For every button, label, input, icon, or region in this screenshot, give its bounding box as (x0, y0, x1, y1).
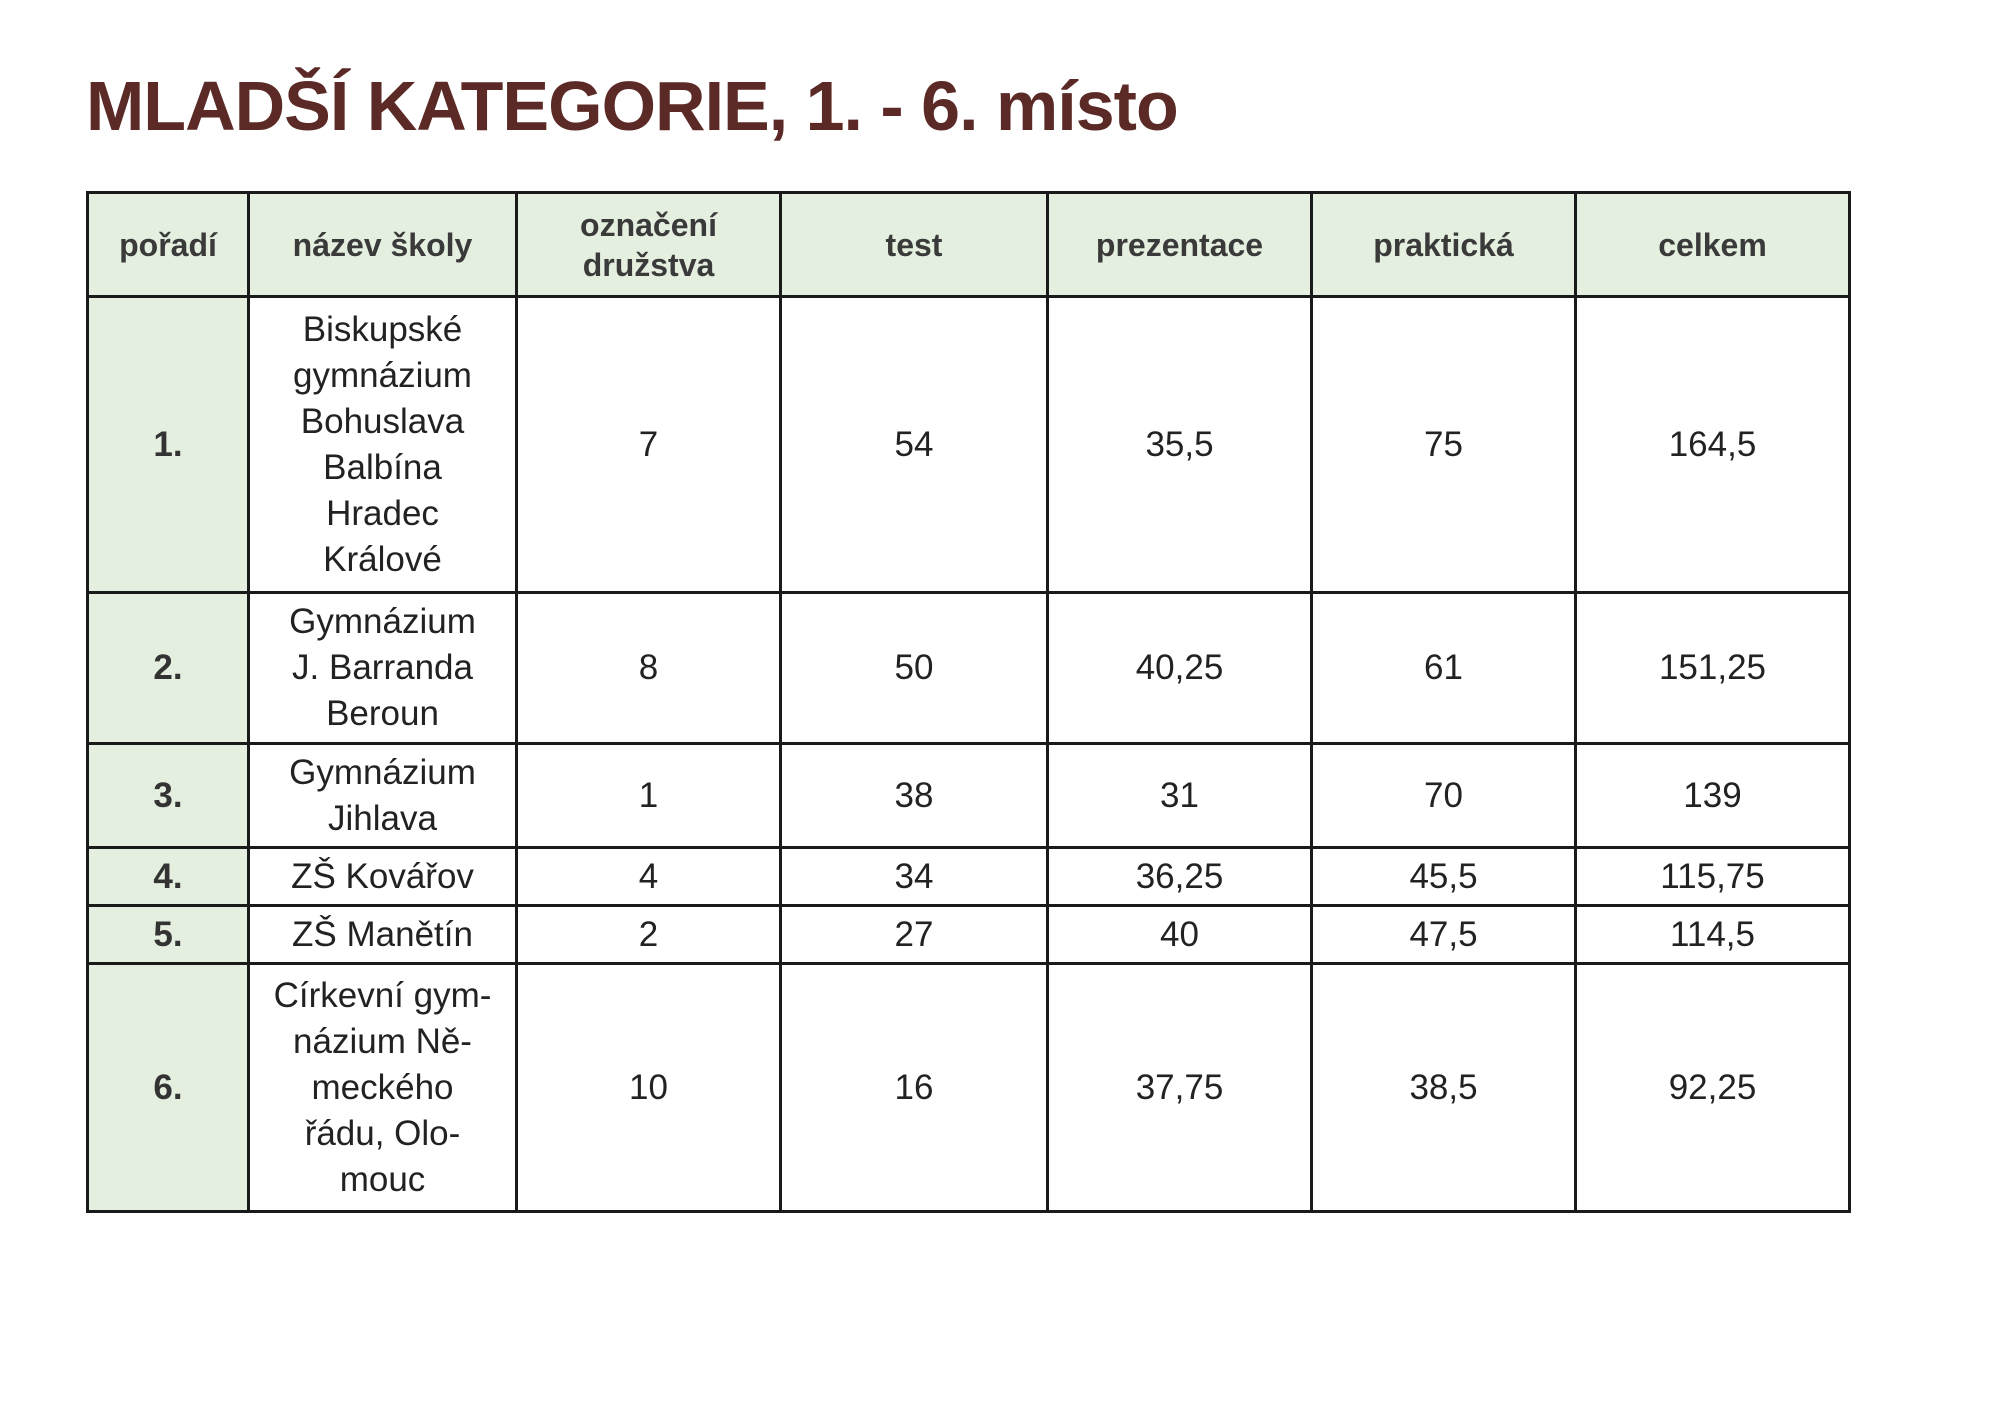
total-cell: 164,5 (1576, 297, 1850, 593)
header-practical: praktická (1312, 193, 1576, 297)
results-table (86, 191, 1851, 1213)
table-row (88, 744, 1850, 848)
table-row (88, 593, 1850, 744)
school-line: J. Barranda (292, 648, 473, 687)
header-team-line2: družstva (582, 246, 715, 283)
school-cell (249, 964, 517, 1212)
school-line: mouc (339, 1159, 426, 1199)
page-title: MLADŠÍ KATEGORIE, 1. - 6. místo (86, 67, 1178, 145)
presentation-cell: 35,5 (1048, 297, 1312, 593)
practical-cell: 47,5 (1312, 906, 1576, 964)
team-cell: 10 (517, 964, 781, 1212)
practical-cell: 38,5 (1312, 964, 1576, 1212)
rank-cell: 2. (88, 593, 249, 744)
test-cell: 16 (781, 964, 1048, 1212)
table-row (88, 906, 1850, 964)
school-line: Hradec (326, 493, 439, 533)
rank-cell: 5. (88, 906, 249, 964)
school-line: ZŠ Manětín (292, 914, 473, 954)
presentation-cell: 40 (1048, 906, 1312, 964)
practical-cell: 70 (1312, 744, 1576, 848)
total-cell: 151,25 (1576, 593, 1850, 744)
total-cell: 114,5 (1576, 906, 1850, 964)
test-cell: 34 (781, 848, 1048, 906)
header-team (517, 193, 781, 297)
practical-cell: 75 (1312, 297, 1576, 593)
test-cell: 54 (781, 297, 1048, 593)
school-line: Gymnázium (289, 602, 476, 641)
header-total: celkem (1576, 193, 1850, 297)
school-line: Králové (323, 539, 442, 579)
rank-cell: 1. (88, 297, 249, 593)
school-cell (249, 848, 517, 906)
school-line: názium Ně- (293, 1021, 472, 1061)
team-cell: 1 (517, 744, 781, 848)
practical-cell: 45,5 (1312, 848, 1576, 906)
table-row (88, 848, 1850, 906)
school-line: Biskupské (302, 309, 463, 349)
table-header-row (88, 193, 1850, 297)
school-cell (249, 744, 517, 848)
presentation-cell: 31 (1048, 744, 1312, 848)
school-line: meckého (311, 1067, 454, 1107)
rank-cell: 6. (88, 964, 249, 1212)
team-cell: 7 (517, 297, 781, 593)
rank-cell: 3. (88, 744, 249, 848)
header-team-line1: označení (580, 206, 717, 243)
school-cell (249, 593, 517, 744)
school-cell (249, 297, 517, 593)
total-cell: 92,25 (1576, 964, 1850, 1212)
header-presentation: prezentace (1048, 193, 1312, 297)
total-cell: 139 (1576, 744, 1850, 848)
table-row (88, 964, 1850, 1212)
test-cell: 27 (781, 906, 1048, 964)
presentation-cell: 36,25 (1048, 848, 1312, 906)
school-line: Jihlava (328, 798, 437, 838)
team-cell: 2 (517, 906, 781, 964)
total-cell: 115,75 (1576, 848, 1850, 906)
rank-cell: 4. (88, 848, 249, 906)
school-line: Balbína (323, 447, 442, 487)
school-line: Církevní gym- (273, 975, 492, 1015)
school-cell (249, 906, 517, 964)
header-rank: pořadí (88, 193, 249, 297)
team-cell: 8 (517, 593, 781, 744)
school-line: ZŠ Kovářov (291, 856, 474, 896)
school-line: Gymnázium (289, 752, 476, 792)
school-line: Bohuslava (300, 401, 465, 441)
practical-cell: 61 (1312, 593, 1576, 744)
table-row (88, 297, 1850, 593)
test-cell: 38 (781, 744, 1048, 848)
school-line: Beroun (326, 694, 439, 733)
presentation-cell: 37,75 (1048, 964, 1312, 1212)
team-cell: 4 (517, 848, 781, 906)
presentation-cell: 40,25 (1048, 593, 1312, 744)
header-test: test (781, 193, 1048, 297)
school-line: řádu, Olo- (304, 1113, 461, 1153)
test-cell: 50 (781, 593, 1048, 744)
header-school: název školy (249, 193, 517, 297)
school-line: gymnázium (293, 355, 472, 395)
